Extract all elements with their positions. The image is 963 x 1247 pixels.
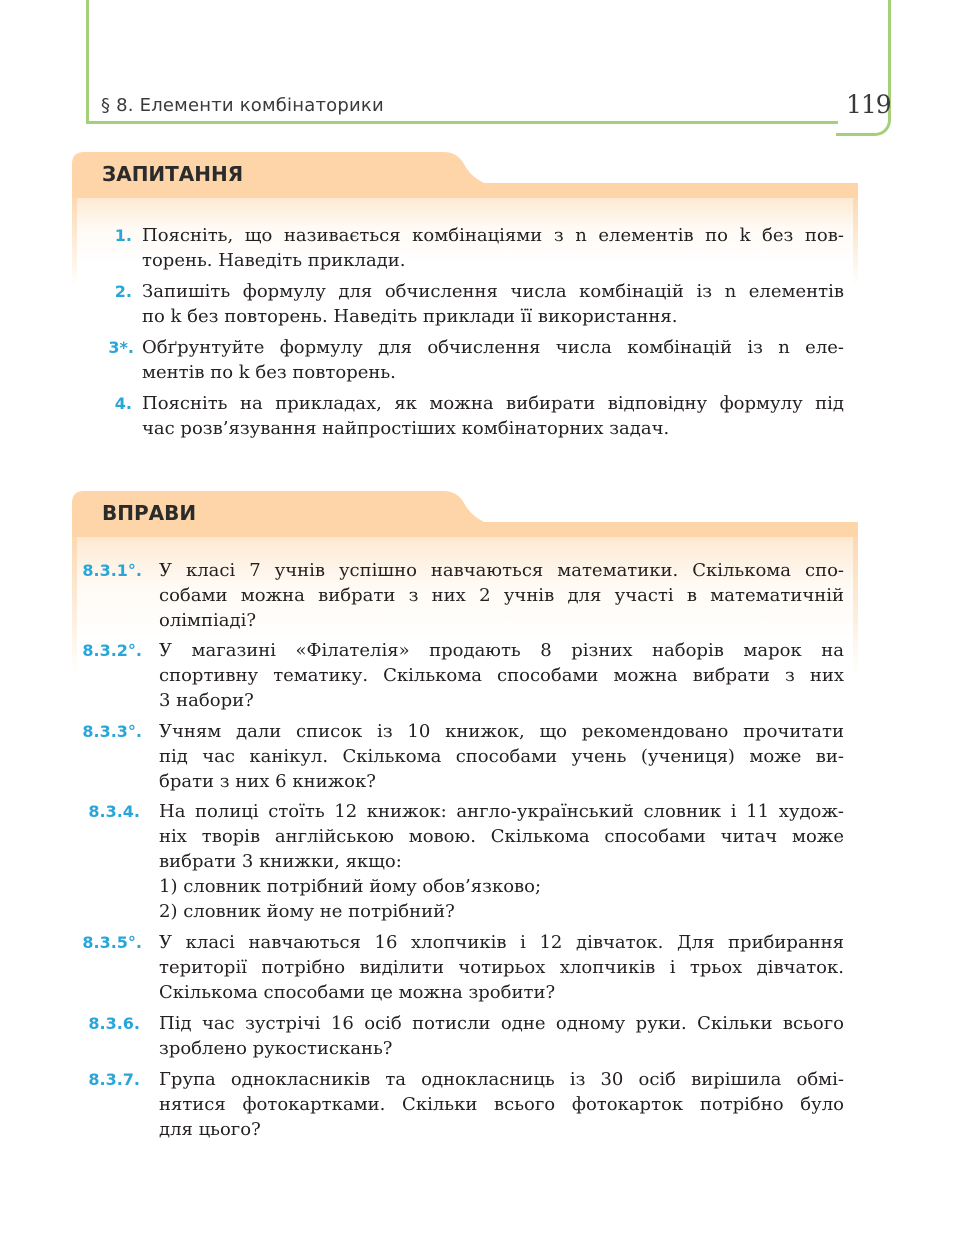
text-line: спортивну тематику. Скількома способами можна вибрати з них	[159, 665, 844, 686]
header-frame-bottom	[86, 121, 838, 124]
text-line: Учням дали список із 10 книжок, що рекомендовано прочитати	[159, 721, 844, 742]
exercise-number: 8.3.1°.	[82, 561, 142, 580]
questions-title: ЗАПИТАННЯ	[102, 162, 244, 186]
text-line: Під час зустрічі 16 осіб потисли одне одному руки. Скільки всього	[159, 1013, 844, 1034]
text-line: На полиці стоїть 12 книжок: англо-український словник і 11 худож-	[159, 801, 844, 822]
text-line: Поясніть, що називається комбінаціями з n елементів по k без пов-	[142, 225, 844, 246]
question-text	[142, 391, 844, 441]
text-line: Поясніть на прикладах, як можна вибирати відповідну формулу під	[142, 393, 844, 414]
exercises-banner	[72, 491, 858, 537]
text-line: нятися фотокартками. Скільки всього фотокарток потрібно було	[159, 1094, 844, 1115]
text-line: ніх творів англійською мовою. Скількома способами читач може	[159, 826, 844, 847]
text-line: У класі 7 учнів успішно навчаються математики. Скількома спо-	[159, 560, 844, 581]
exercise-number: 8.3.4.	[88, 802, 140, 821]
text-line: 2) словник йому не потрібний?	[159, 901, 455, 922]
text-line: У класі навчаються 16 хлопчиків і 12 дівчаток. Для прибирання	[159, 932, 844, 953]
text-line: Обґрунтуйте формулу для обчислення числа комбінацій із n еле-	[142, 337, 844, 358]
exercise-text	[159, 1011, 844, 1061]
text-line: олімпіаді?	[159, 610, 257, 631]
question-number: 4.	[114, 394, 132, 413]
exercise-text	[159, 719, 844, 794]
text-line: час розв’язування найпростіших комбінаторних задач.	[142, 418, 670, 439]
text-line: території потрібно виділити чотирьох хлопчиків і трьох дівчаток.	[159, 957, 844, 978]
text-line: під час канікул. Скількома способами учень (учениця) може ви-	[159, 746, 844, 767]
text-line: вибрати 3 книжки, якщо:	[159, 851, 402, 872]
question-number: 2.	[114, 282, 132, 301]
exercise-number: 8.3.7.	[88, 1070, 140, 1089]
exercise-text	[159, 930, 844, 1005]
exercise-number: 8.3.6.	[88, 1014, 140, 1033]
text-line: Скількома способами це можна зробити?	[159, 982, 556, 1003]
text-line: У магазині «Філателія» продають 8 різних наборів марок на	[159, 640, 844, 661]
text-line: ментів по k без повторень.	[142, 362, 396, 383]
exercise-text	[159, 558, 844, 633]
text-line: 1) словник потрібний йому обов’язково;	[159, 876, 542, 897]
text-line: по k без повторень. Наведіть приклади її використання.	[142, 306, 678, 327]
questions-banner	[72, 152, 858, 198]
text-line: 3 набори?	[159, 690, 254, 711]
text-line: для цього?	[159, 1119, 261, 1140]
exercise-text	[159, 638, 844, 713]
text-line: брати з них 6 книжок?	[159, 771, 376, 792]
text-line: торень. Наведіть приклади.	[142, 250, 406, 271]
text-line: зроблено рукостискань?	[159, 1038, 393, 1059]
text-line: собами можна вибрати з них 2 учнів для участі в математичній	[159, 585, 844, 606]
page-number: 119	[846, 90, 891, 119]
exercise-number: 8.3.2°.	[82, 641, 142, 660]
question-text	[142, 279, 844, 329]
header-frame-left	[86, 0, 89, 124]
exercise-text	[159, 799, 844, 924]
exercise-text	[159, 1067, 844, 1142]
exercise-number: 8.3.3°.	[82, 722, 142, 741]
question-number: 3*.	[108, 338, 134, 357]
text-line: Запишіть формулу для обчислення числа комбінацій із n елементів	[142, 281, 844, 302]
section-title: § 8. Елементи комбінаторики	[101, 95, 384, 116]
question-text	[142, 335, 844, 385]
question-number: 1.	[114, 226, 132, 245]
question-text	[142, 223, 844, 273]
exercises-title: ВПРАВИ	[102, 501, 197, 525]
exercise-number: 8.3.5°.	[82, 933, 142, 952]
text-line: Група однокласників та однокласниць із 30 осіб вирішила обмі-	[159, 1069, 844, 1090]
